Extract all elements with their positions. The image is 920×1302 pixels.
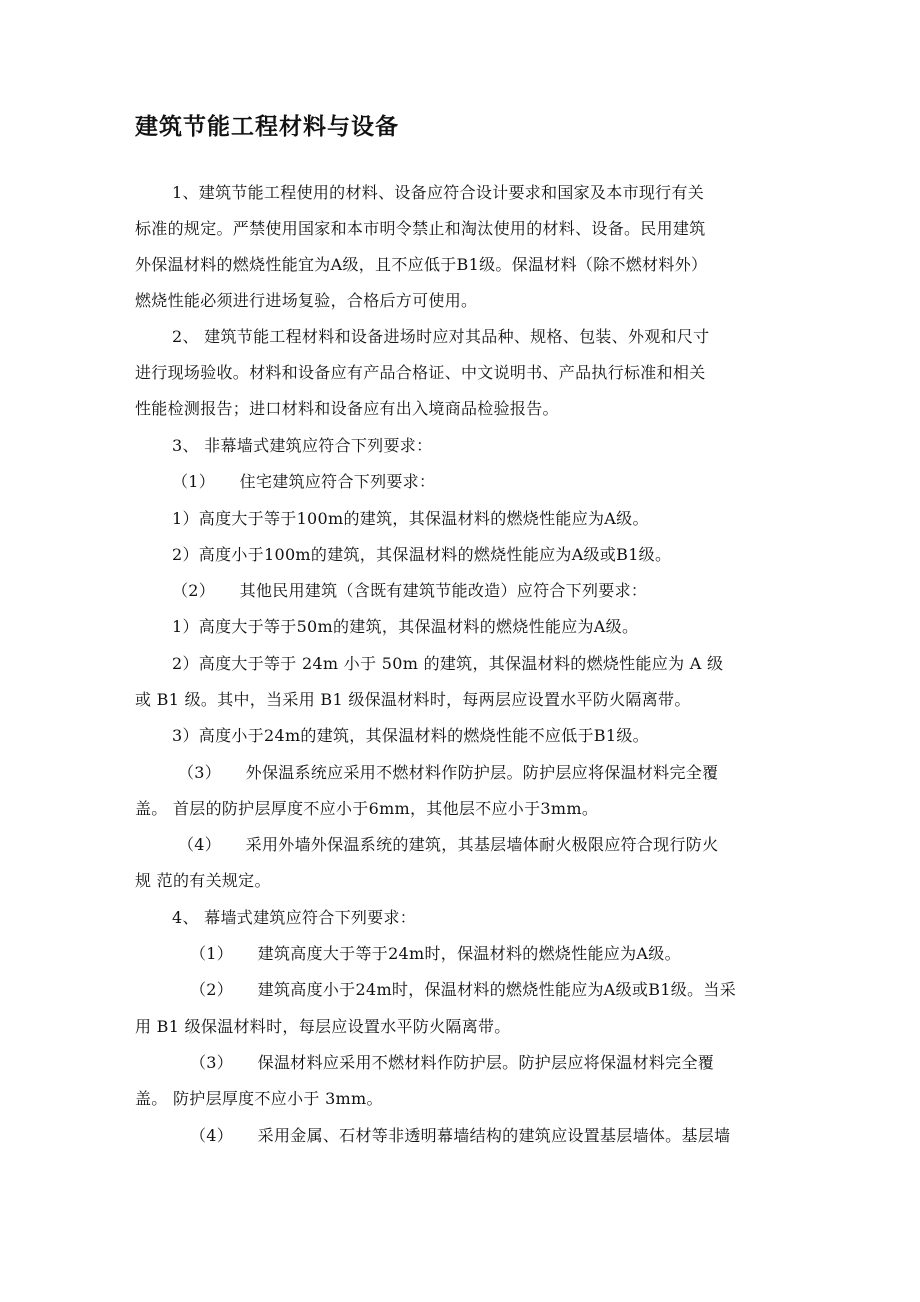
paragraph-line: 或 B1 级。其中，当采用 B1 级保温材料时，每两层应设置水平防火隔离带。 <box>135 690 691 709</box>
paragraph-line: （4） 采用金属、石材等非透明幕墙结构的建筑应设置基层墙体。基层墙 <box>190 1126 731 1145</box>
page-title: 建筑节能工程材料与设备 <box>135 114 399 140</box>
paragraph-line: 2）高度大于等于 24m 小于 50m 的建筑，其保温材料的燃烧性能应为 A 级 <box>172 654 724 673</box>
paragraph-line: 性能检测报告；进口材料和设备应有出入境商品检验报告。 <box>135 399 559 418</box>
paragraph-line: （2） 建筑高度小于24m时，保温材料的燃烧性能应为A级或B1级。当采 <box>190 980 737 999</box>
paragraph-line: 2）高度小于100m的建筑，其保温材料的燃烧性能应为A级或B1级。 <box>172 545 672 564</box>
paragraph-line: 用 B1 级保温材料时，每层应设置水平防火隔离带。 <box>135 1017 511 1036</box>
paragraph-line: （3） 保温材料应采用不燃材料作防护层。防护层应将保温材料完全覆 <box>190 1053 715 1072</box>
paragraph-line: （4） 采用外墙外保温系统的建筑，其基层墙体耐火极限应符合现行防火 <box>178 835 719 854</box>
paragraph-line: 2、 建筑节能工程材料和设备进场时应对其品种、规格、包装、外观和尺寸 <box>172 327 710 346</box>
paragraph-line: 3、 非幕墙式建筑应符合下列要求： <box>172 436 433 455</box>
paragraph-line: 盖。 首层的防护层厚度不应小于6mm，其他层不应小于3mm。 <box>135 799 599 818</box>
paragraph-line: （1） 住宅建筑应符合下列要求： <box>172 472 436 491</box>
paragraph-line: 3）高度小于24m的建筑，其保温材料的燃烧性能不应低于B1级。 <box>172 726 649 745</box>
paragraph-line: 外保温材料的燃烧性能宜为A级，且不应低于B1级。保温材料（除不燃材料外） <box>135 255 708 274</box>
paragraph-line: 燃烧性能必须进行进场复验，合格后方可使用。 <box>135 291 478 310</box>
paragraph-line: （1） 建筑高度大于等于24m时，保温材料的燃烧性能应为A级。 <box>190 944 681 963</box>
paragraph-line: 1、建筑节能工程使用的材料、设备应符合设计要求和国家及本市现行有关 <box>172 183 705 202</box>
paragraph-line: 1）高度大于等于100m的建筑，其保温材料的燃烧性能应为A级。 <box>172 509 649 528</box>
paragraph-line: 盖。 防护层厚度不应小于 3mm。 <box>135 1089 383 1108</box>
paragraph-line: （3） 外保温系统应采用不燃材料作防护层。防护层应将保温材料完全覆 <box>178 763 719 782</box>
paragraph-line: 4、 幕墙式建筑应符合下列要求： <box>172 908 417 927</box>
paragraph-line: 1）高度大于等于50m的建筑，其保温材料的燃烧性能应为A级。 <box>172 617 639 636</box>
paragraph-line: （2） 其他民用建筑（含既有建筑节能改造）应符合下列要求： <box>172 581 648 600</box>
paragraph-line: 规 范的有关规定。 <box>135 871 271 890</box>
paragraph-line: 标准的规定。严禁使用国家和本市明令禁止和淘汰使用的材料、设备。民用建筑 <box>135 219 706 238</box>
paragraph-line: 进行现场验收。材料和设备应有产品合格证、中文说明书、产品执行标准和相关 <box>135 363 706 382</box>
